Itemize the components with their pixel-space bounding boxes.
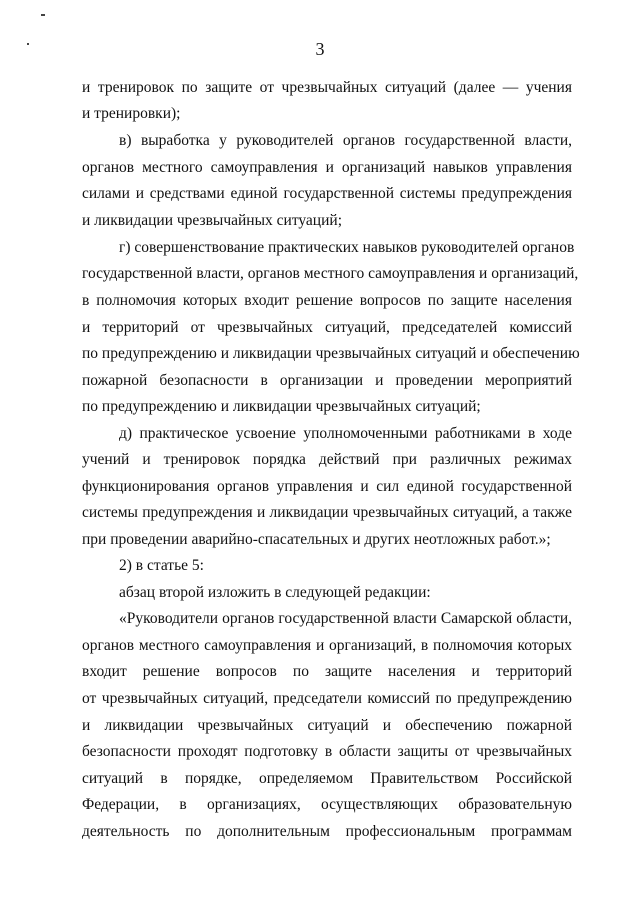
text-line: ситуаций в порядке, определяемом Правительством Российской (82, 770, 572, 787)
text-line: и ликвидации чрезвычайных ситуаций и обеспечению пожарной (82, 717, 572, 734)
text-line: силами и средствами единой государственной системы предупреждения (82, 185, 572, 202)
text-line: и ликвидации чрезвычайных ситуаций; (82, 212, 343, 229)
text-line: системы предупреждения и ликвидации чрезвычайных ситуаций, а также (82, 504, 572, 521)
text-line: государственной власти, органов местного самоуправления и организаций, (82, 265, 579, 282)
text-line: деятельность по дополнительным профессиональным программам (82, 823, 572, 840)
text-line: по предупреждению и ликвидации чрезвычайных ситуаций; (82, 398, 481, 415)
text-line: и тренировки); (82, 105, 181, 122)
paragraph-start: 2) в статье 5: (119, 557, 204, 574)
text-line: пожарной безопасности в организации и проведении мероприятий (82, 372, 572, 389)
text-line: Федерации, в организациях, осуществляющих образовательную (82, 796, 572, 813)
paragraph-start: абзац второй изложить в следующей редакции: (119, 584, 431, 601)
text-line: органов местного самоуправления и организаций навыков управления (82, 159, 572, 176)
text-line: при проведении аварийно-спасательных и других неотложных работ.»; (82, 531, 551, 548)
text-line: безопасности проходят подготовку в области защиты от чрезвычайных (82, 743, 572, 760)
paragraph-start: в) выработка у руководителей органов государственной власти, (119, 132, 572, 149)
text-line: от чрезвычайных ситуаций, председатели комиссий по предупреждению (82, 690, 572, 707)
paragraph-start: д) практическое усвоение уполномоченными работниками в ходе (119, 425, 572, 442)
text-line: входит решение вопросов по защите населения и территорий (82, 663, 572, 680)
page-number: 3 (315, 39, 325, 59)
text-line: функционирования органов управления и сил единой государственной (82, 478, 572, 495)
text-line: в полномочия которых входит решение вопросов по защите населения (82, 292, 572, 309)
text-line: и территорий от чрезвычайных ситуаций, председателей комиссий (82, 319, 572, 336)
scan-artifact-mark (41, 14, 45, 16)
text-line: учений и тренировок порядка действий при различных режимах (82, 451, 572, 468)
text-line: по предупреждению и ликвидации чрезвычайных ситуаций и обеспечению (82, 345, 580, 362)
text-line: и тренировок по защите от чрезвычайных ситуаций (далее — учения (82, 79, 572, 96)
paragraph-start: г) совершенствование практических навыков руководителей органов (119, 239, 575, 256)
text-line: органов местного самоуправления и организаций, в полномочия которых (82, 637, 572, 654)
paragraph-start: «Руководители органов государственной власти Самарской области, (119, 610, 572, 627)
